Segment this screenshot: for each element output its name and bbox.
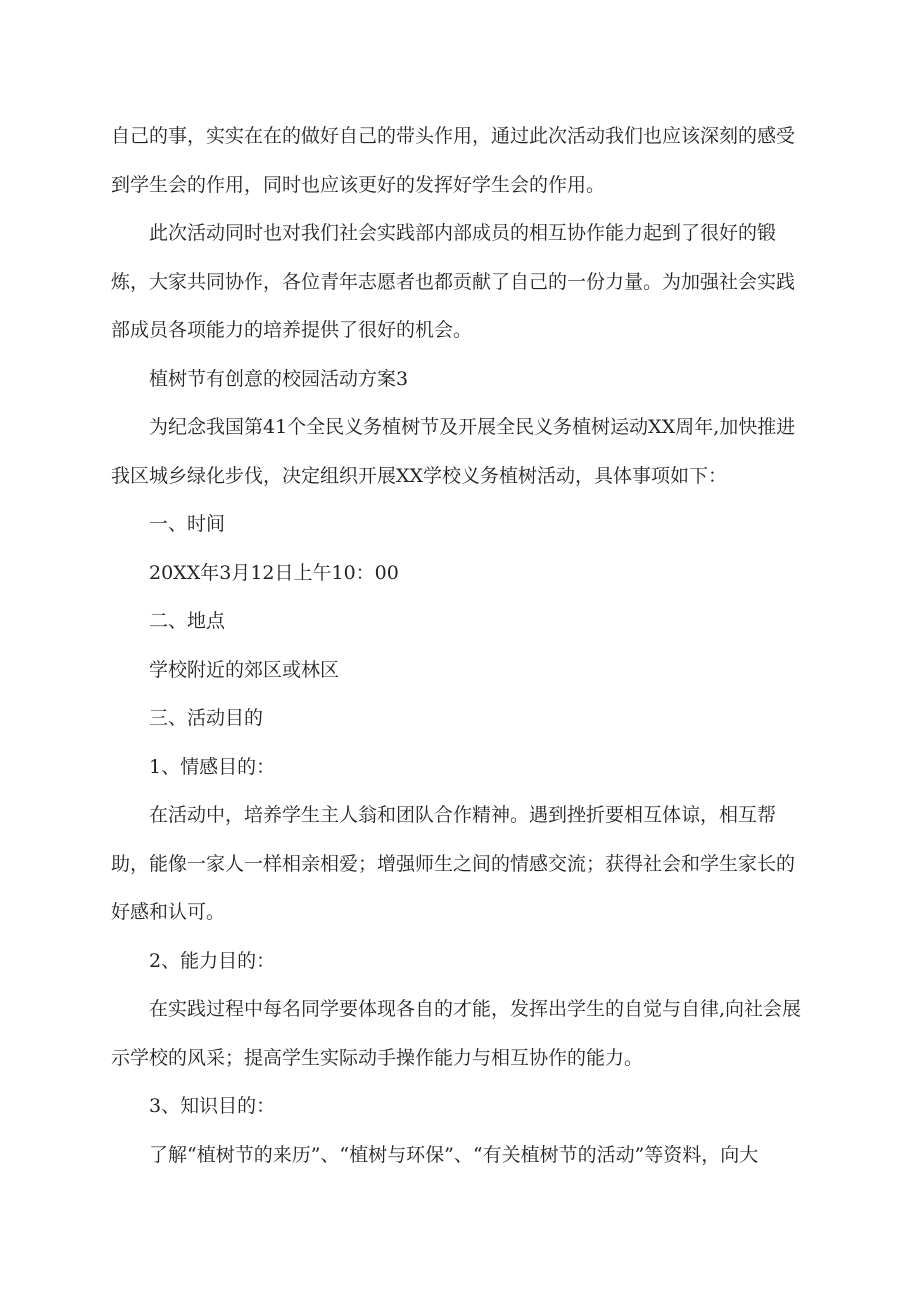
time-value: 20XX年3月12日上午10：00	[149, 561, 399, 584]
ability-goal-text: 在实践过程中每名同学要体现各自的才能，发挥出学生的自觉与自律,向社会展示学校的风采；提高学生实际动手操作能力与相互协作的能力。	[111, 998, 802, 1069]
paragraph-1: 自己的事，实实在在的做好自己的带头作用，通过此次活动我们也应该深刻的感受到学生会的作用，同时也应该更好的发挥好学生会的作用。	[111, 125, 796, 196]
location-value: 学校附近的郊区或林区	[149, 658, 340, 681]
emotional-goal-text: 在活动中，培养学生主人翁和团队合作精神。遇到挫折要相互体谅，相互帮助，能像一家人一样相亲相爱；增强师生之间的情感交流；获得社会和学生家长的好感和认可。	[111, 804, 796, 923]
paragraph-2: 此次活动同时也对我们社会实践部内部成员的相互协作能力起到了很好的锻炼，大家共同协作，各位青年志愿者也都贡献了自己的一份力量。为加强社会实践部成员各项能力的培养提供了很好的机会。	[111, 222, 796, 341]
heading-purpose: 三、活动目的	[149, 707, 264, 729]
paragraph-intro: 为纪念我国第41个全民义务植树节及开展全民义务植树运动XX周年,加快推进我区城乡绿化步伐，决定组织开展XX学校义务植树活动，具体事项如下：	[111, 416, 796, 487]
knowledge-goal-text: 了解“植树节的来历”、“植树与环保”、“有关植树节的活动”等资料，向大	[149, 1143, 759, 1166]
subheading-knowledge-goal: 3、知识目的：	[149, 1095, 276, 1117]
heading-time: 一、时间	[149, 513, 226, 535]
document-body	[111, 112, 811, 1179]
heading-location: 二、地点	[149, 610, 226, 632]
subheading-emotional-goal: 1、情感目的：	[149, 755, 276, 778]
section-title: 植树节有创意的校园活动方案3	[149, 367, 409, 390]
subheading-ability-goal: 2、能力目的：	[149, 949, 276, 972]
